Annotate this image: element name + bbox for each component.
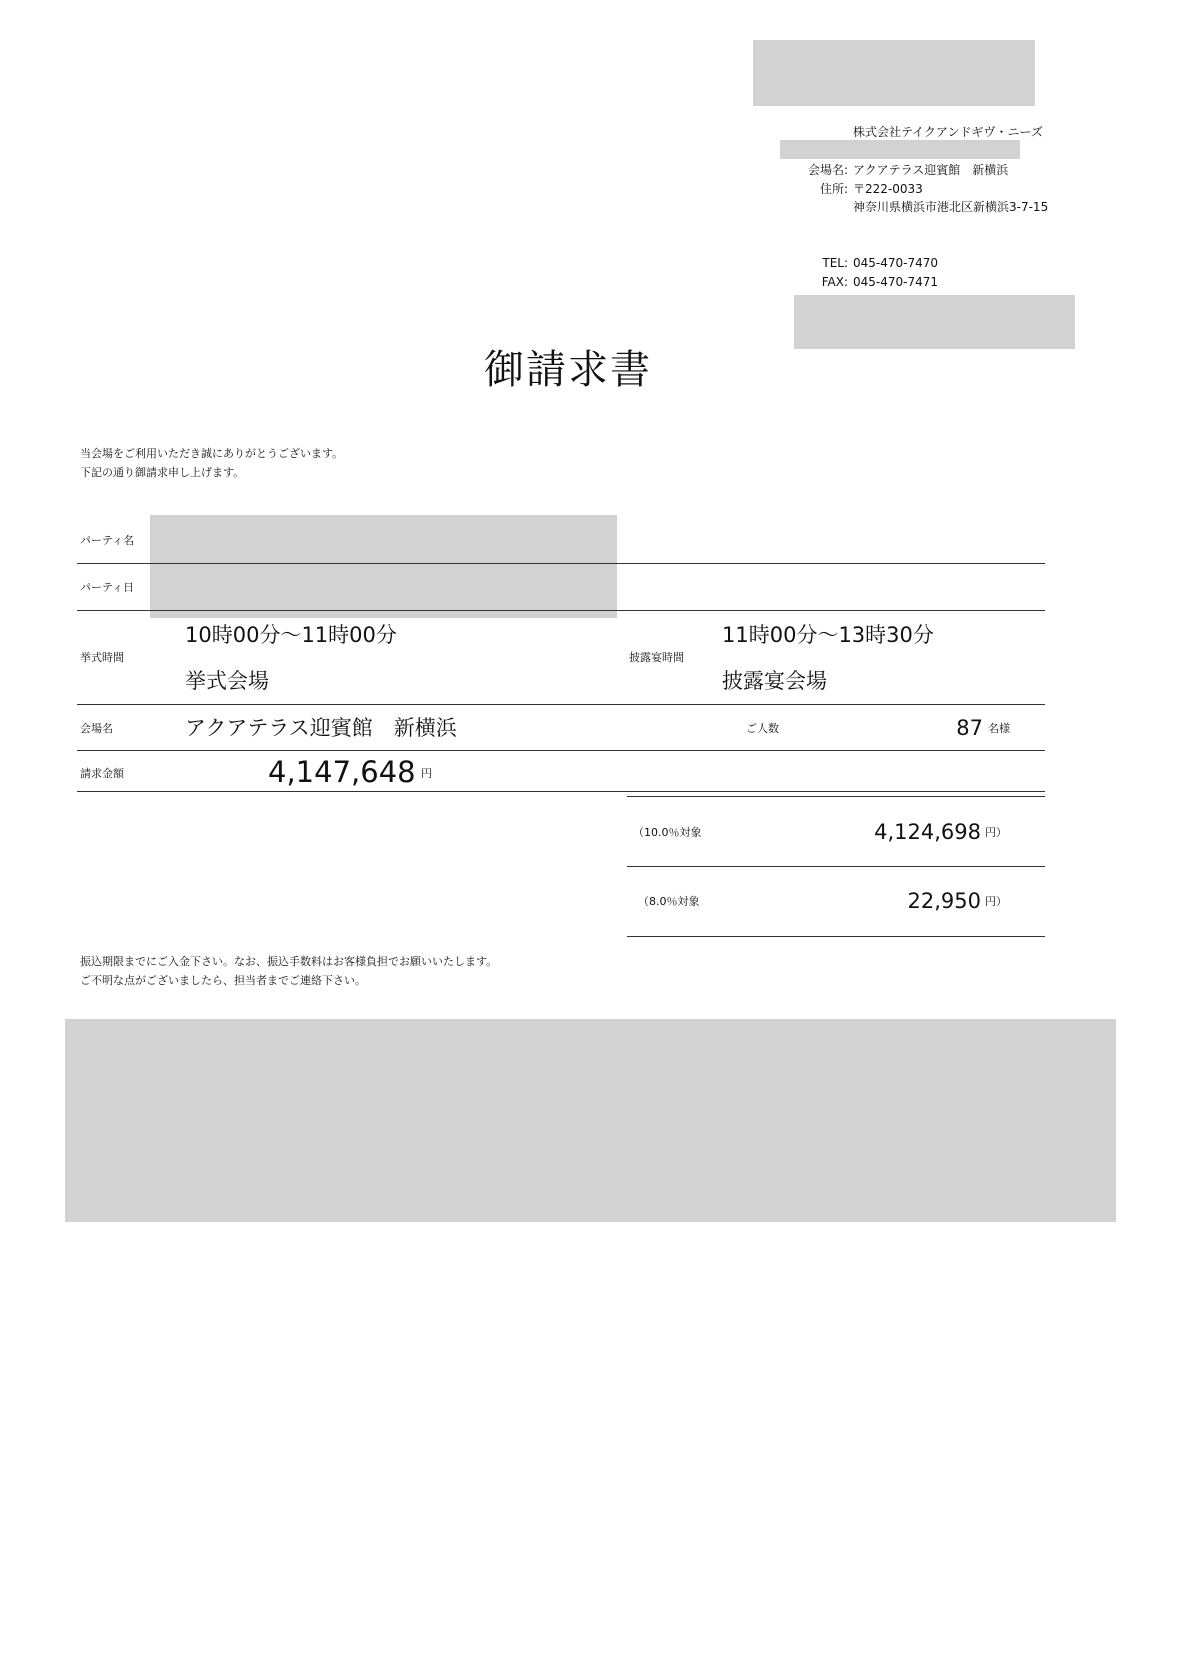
postal-code: 〒222-0033 [853, 182, 923, 196]
venue-name-label: 会場名 [80, 722, 113, 735]
company-name: 株式会社テイクアンドギヴ・ニーズ [853, 125, 1043, 139]
ceremony-time-label: 挙式時間 [80, 651, 124, 664]
tel-label: TEL: [822, 256, 848, 270]
row-divider [77, 563, 1045, 564]
row-divider [627, 866, 1045, 867]
reception-venue: 披露宴会場 [722, 669, 827, 693]
invoice-amount: 4,147,648 [268, 755, 416, 789]
redacted-block [150, 515, 617, 618]
reception-time: 11時00分～13時30分 [722, 623, 934, 647]
guest-unit: 名様 [988, 722, 1010, 735]
fax-label: FAX: [821, 275, 848, 289]
sender-venue: アクアテラス迎賓館 新横浜 [853, 163, 1009, 177]
amount-label: 請求金額 [80, 767, 124, 780]
row-divider [627, 936, 1045, 937]
page-title: 御請求書 [484, 347, 652, 393]
address-label: 住所: [819, 182, 848, 196]
venue-name: アクアテラス迎賓館 新横浜 [185, 716, 457, 740]
row-divider [627, 796, 1045, 797]
venue-label: 会場名: [807, 163, 848, 177]
tax-10-label: （10.0％対象 [633, 826, 702, 839]
party-date-label: パーティ日 [80, 581, 135, 594]
greeting-line-1: 当会場をご利用いただき誠にありがとうございます。 [80, 447, 344, 460]
tax-8-unit: 円） [985, 895, 1007, 908]
ceremony-venue: 挙式会場 [185, 669, 269, 693]
amount-unit: 円 [421, 767, 432, 780]
tax-10-unit: 円） [985, 826, 1007, 839]
redacted-block [780, 140, 1020, 159]
address: 神奈川県横浜市港北区新横浜3-7-15 [853, 200, 1049, 214]
guest-count: 87 [956, 716, 983, 740]
redacted-block [65, 1019, 1116, 1222]
party-name-label: パーティ名 [80, 534, 135, 547]
ceremony-time: 10時00分～11時00分 [185, 623, 397, 647]
tel-number: 045-470-7470 [853, 256, 939, 270]
guest-count-label: ご人数 [746, 722, 779, 735]
redacted-block [794, 295, 1075, 349]
row-divider [77, 704, 1045, 705]
payment-note: 振込期限までにご入金下さい。なお、振込手数料はお客様負担でお願いいたします。 [80, 955, 498, 968]
contact-note: ご不明な点がございましたら、担当者までご連絡下さい。 [80, 974, 366, 987]
fax-number: 045-470-7471 [853, 275, 939, 289]
redacted-block [753, 40, 1035, 106]
row-divider [77, 750, 1045, 751]
row-divider [77, 791, 1045, 792]
greeting-line-2: 下記の通り御請求申し上げます。 [80, 466, 245, 479]
tax-8-value: 22,950 [907, 889, 981, 913]
tax-8-label: （8.0％対象 [638, 895, 700, 908]
tax-10-value: 4,124,698 [874, 820, 981, 844]
reception-time-label: 披露宴時間 [629, 651, 684, 664]
row-divider [77, 610, 1045, 611]
